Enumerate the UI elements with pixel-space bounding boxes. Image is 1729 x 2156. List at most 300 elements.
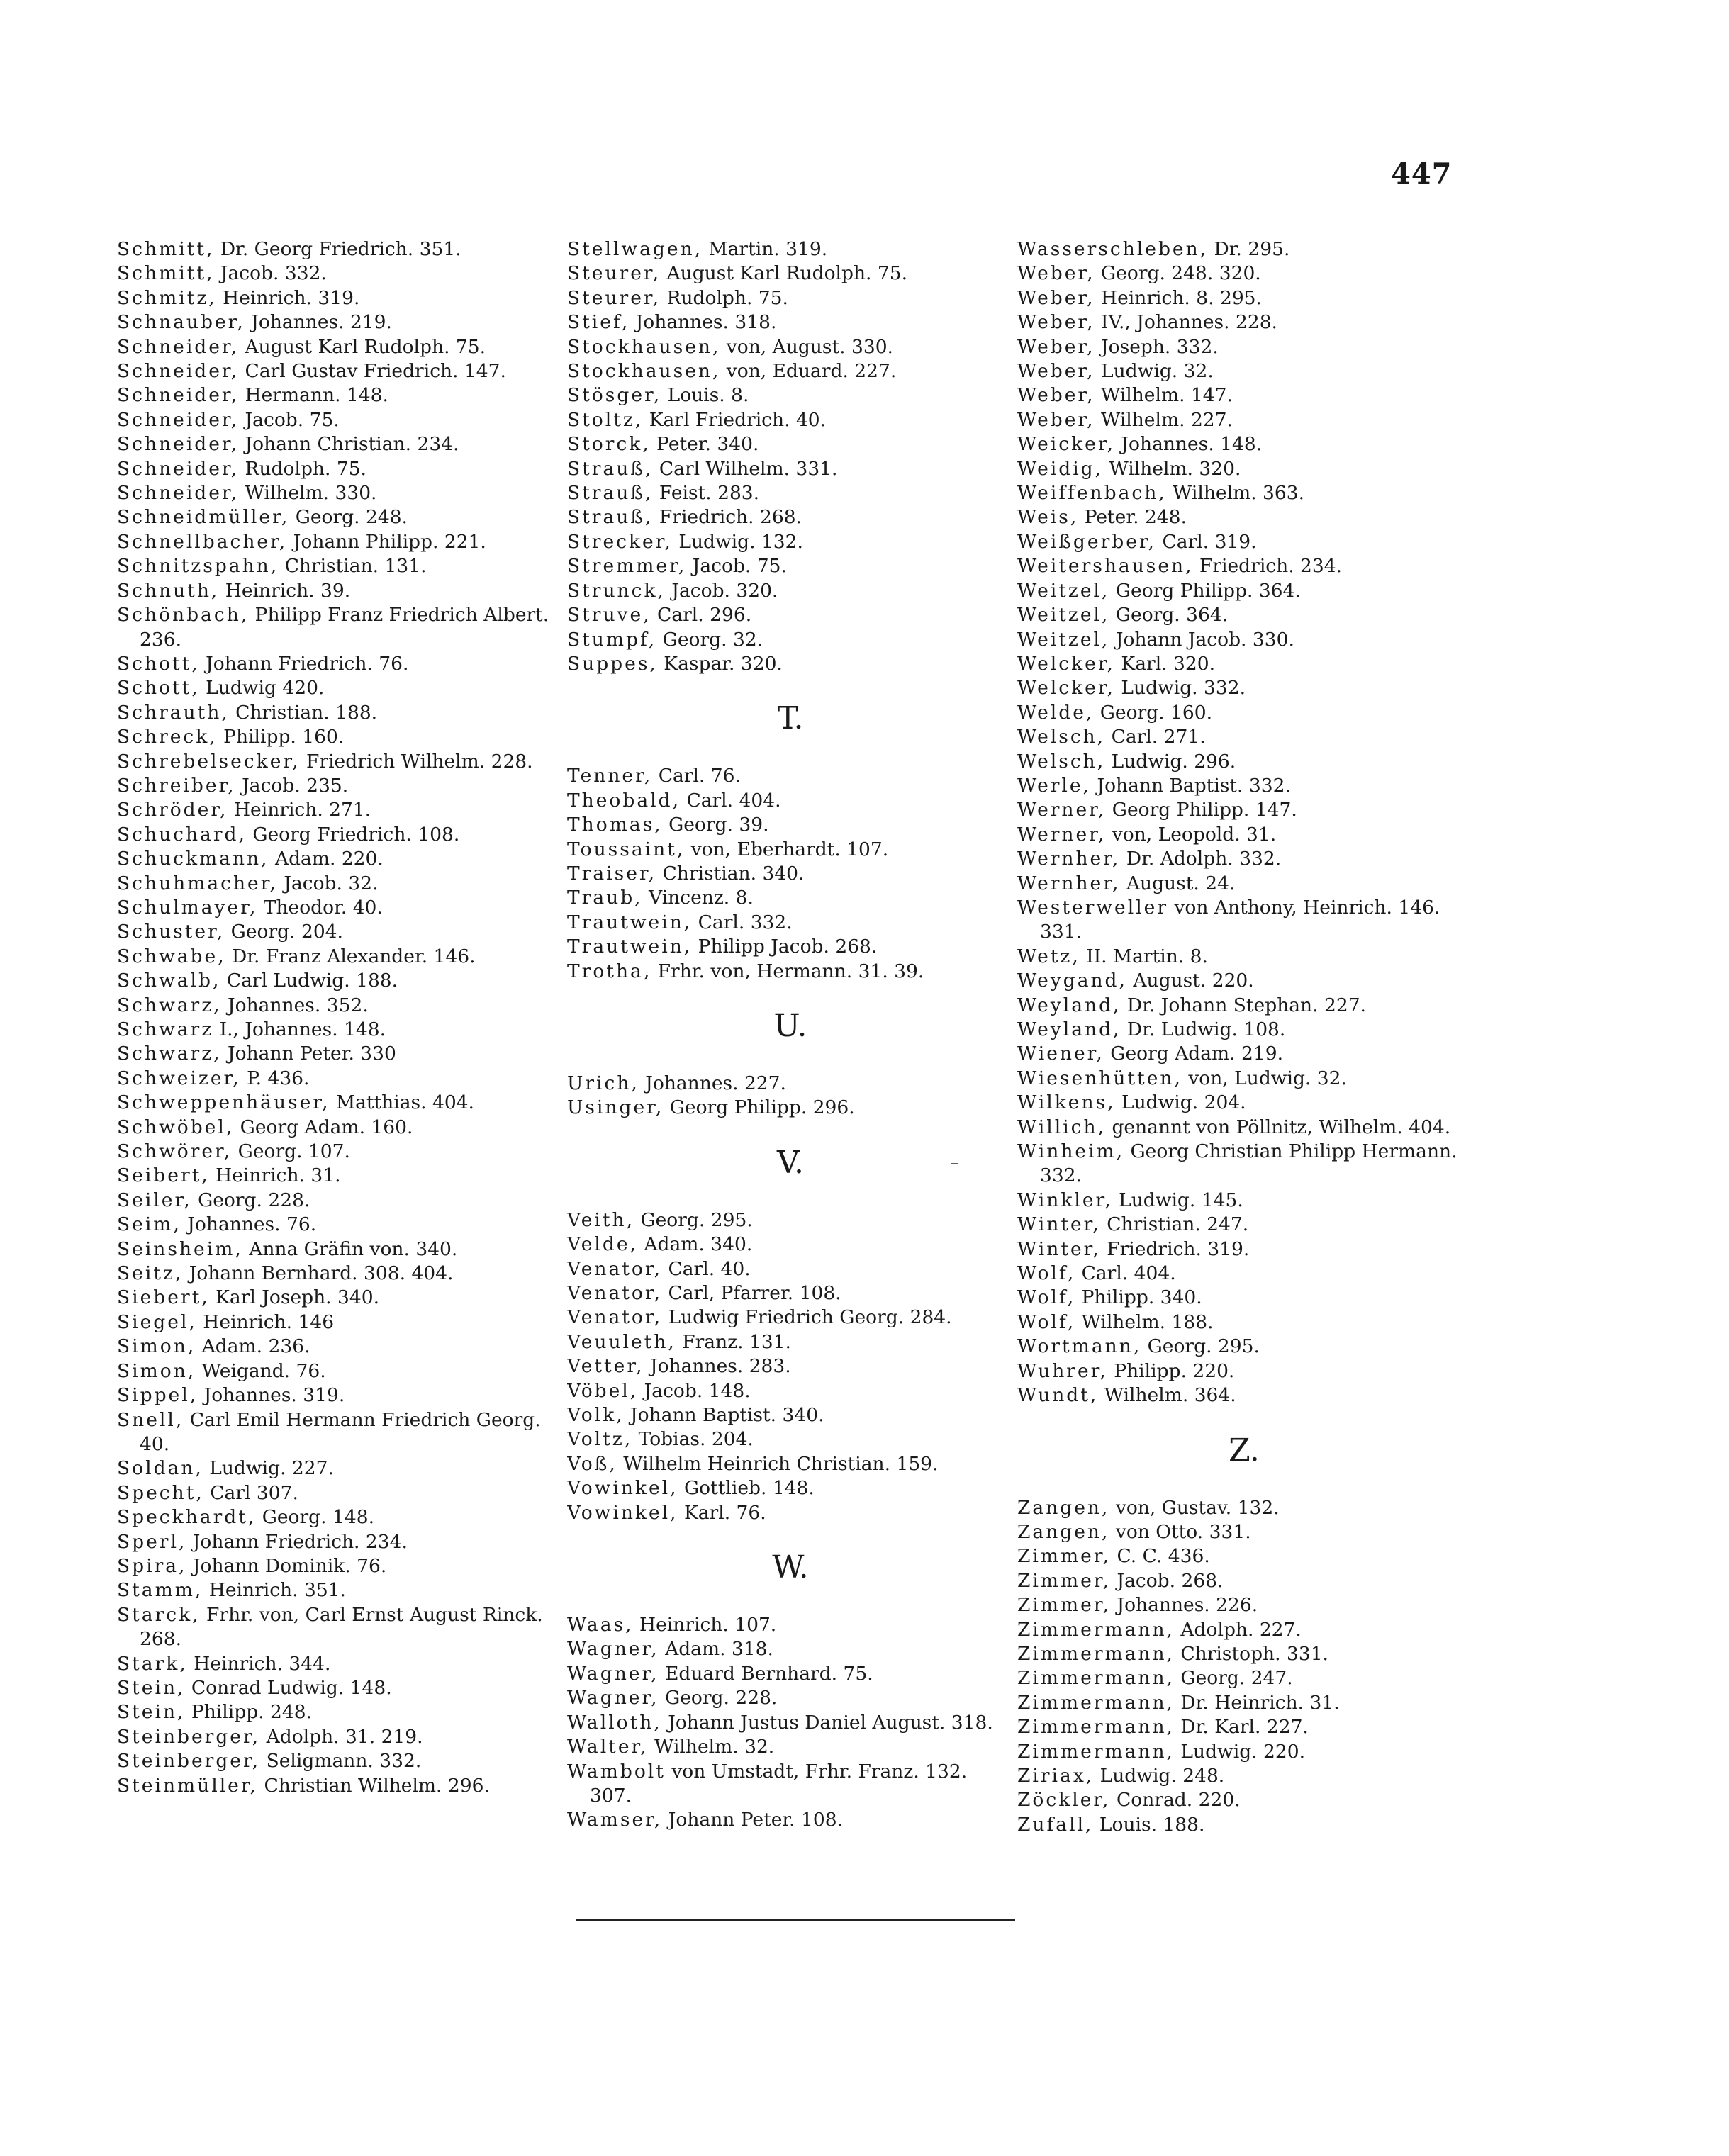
index-entry [567,505,1014,529]
index-entry [117,1725,551,1749]
index-entry [117,1749,551,1773]
entry-surname: Schulmayer, [117,896,258,919]
entry-details: Georg. 228. [191,1189,310,1211]
entry-details: Jacob. 320. [665,579,778,602]
index-entry [1017,1593,1471,1617]
index-entry [1017,1262,1471,1286]
entry-surname: Weitzel, [1017,604,1110,627]
index-entry [1017,628,1471,652]
entry-surname: Steinberger, [117,1750,261,1773]
index-entry [567,1281,1014,1306]
entry-surname: Schwöbel, [117,1116,235,1138]
entry-details: von, Gustav. 132. [1109,1496,1280,1519]
entry-surname: Siegel, [117,1310,197,1333]
entry-surname: Spira, [117,1554,187,1577]
index-entry [1017,1788,1471,1812]
index-entry [567,789,1014,813]
page-number: 447 [1391,157,1453,191]
entry-details: Ludwig Friedrich Georg. 284. [662,1306,952,1329]
entry-surname: Wagner, [567,1662,659,1685]
entry-surname: Stockhausen, [567,360,721,383]
index-entry [1017,994,1471,1018]
index-entry [117,603,551,652]
entry-surname: Traiser, [567,862,657,885]
entry-details: Johann Christian. 234. [239,433,459,456]
stray-dash-mark: – [950,1152,959,1174]
entry-surname: Welde, [1017,701,1095,724]
index-entry [567,579,1014,603]
entry-details: Dr. 295. [1208,238,1290,260]
entry-surname: Weiffenbach, [1017,482,1167,505]
index-entry [1017,1286,1471,1310]
index-entry [567,935,1014,959]
entry-surname: Wernher, [1017,872,1121,894]
entry-surname: Seitz, [117,1262,184,1285]
entry-surname: Usinger, [567,1096,664,1119]
index-entry [567,1613,1014,1637]
entry-details: Frhr. von, Hermann. 31. 39. [651,960,924,982]
entry-details: Georg Philipp. 296. [664,1096,855,1119]
index-entry [117,652,551,676]
entry-details: von, August. 330. [720,335,893,358]
entry-details: Carl. 404. [681,789,781,812]
index-entry [1017,750,1471,774]
index-entry [117,1774,551,1798]
entry-details: Conrad Ludwig. 148. [185,1676,392,1699]
index-entry [567,1072,1014,1096]
entry-surname: Ziriax, [1017,1764,1095,1787]
entry-details: Louis. 8. [661,384,749,407]
index-entry [117,408,551,432]
entry-surname: Veuuleth, [567,1330,676,1353]
entry-details: Jacob. 235. [235,774,349,797]
entry-surname: Specht, [117,1481,204,1504]
index-entry [567,408,1014,432]
index-entry [1017,798,1471,822]
entry-details: genannt von Pöllnitz, Wilhelm. 404. [1106,1116,1451,1138]
entry-surname: Weidig, [1017,457,1104,480]
entry-surname: Zimmer, [1017,1569,1112,1592]
entry-surname: Wilkens, [1017,1091,1116,1114]
entry-details: Adam. 340. [637,1233,753,1256]
entry-surname: Wagner, [567,1638,659,1661]
entry-details: von, Eduard. 227. [720,360,897,383]
index-entry [117,359,551,383]
entry-details: Heinrich. 8. 295. [1095,286,1262,309]
entry-surname: Schuckmann, [117,848,269,870]
entry-surname: Steurer, [567,286,661,309]
index-entry [1017,969,1471,993]
entry-surname: Wasserschleben, [1017,238,1209,260]
entry-surname: Schönbach, [117,604,250,627]
index-entry [117,1676,551,1700]
index-entry [117,1383,551,1408]
index-section [1017,237,1471,1408]
entry-details: Matthias. 404. [330,1091,474,1114]
index-entry [117,994,551,1018]
index-entry [117,1189,551,1213]
entry-surname: Zimmermann, [1017,1740,1175,1763]
entry-details: Wilhelm. 227. [1095,408,1233,431]
entry-surname: Thomas, [567,814,663,836]
index-entry [567,1735,1014,1759]
entry-surname: Strunck, [567,579,666,602]
index-entry [117,383,551,408]
index-entry [117,701,551,725]
entry-details: Franz. 131. [676,1330,791,1353]
index-entry [1017,1764,1471,1788]
entry-surname: Schwarz [117,1018,214,1040]
index-entry [567,1711,1014,1735]
entry-details: Karl Friedrich. 40. [643,408,827,431]
entry-details: von Anthony, Heinrich. 146. 331. [1040,896,1440,943]
entry-surname: Werner, [1017,823,1107,846]
index-entry [1017,335,1471,359]
index-entry [117,1335,551,1359]
entry-surname: Schnitzspahn, [117,555,279,578]
index-entry [1017,1496,1471,1520]
entry-surname: Wundt, [1017,1384,1099,1407]
entry-surname: Trautwein, [567,936,693,958]
index-section [567,1005,1014,1121]
entry-surname: Storck, [567,433,651,456]
entry-surname: Voß, [567,1452,617,1475]
entry-surname: Wambolt [567,1760,666,1782]
entry-surname: Weyland, [1017,994,1121,1016]
entry-surname: Toussaint, [567,838,686,860]
entry-details: Joseph. 332. [1095,335,1219,358]
entry-details: Carl Emil Hermann Friedrich Georg. 40. [140,1408,541,1455]
column-end-rule [576,1919,1015,1921]
entry-surname: Schneider, [117,408,240,431]
index-entry [1017,1310,1471,1335]
index-entry [1017,554,1471,578]
entry-surname: Zimmermann, [1017,1618,1175,1641]
entry-details: Wilhelm. 32. [648,1736,775,1758]
entry-details: Ludwig. 32. [1095,360,1214,383]
index-entry [567,764,1014,788]
entry-details: C. C. 436. [1111,1545,1210,1568]
entry-surname: Weber, [1017,360,1095,383]
entry-details: Johannes. 283. [644,1355,791,1378]
entry-details: Seligmann. 332. [260,1750,422,1773]
index-entry [117,1213,551,1237]
index-entry [1017,652,1471,676]
entry-surname: Voltz, [567,1428,633,1451]
index-entry [1017,1189,1471,1213]
index-entry [1017,359,1471,383]
entry-details: Johann Peter. 330 [221,1043,396,1065]
entry-surname: Struve, [567,604,651,627]
entry-details: Ludwig 420. [199,677,325,700]
entry-details: Christian Wilhelm. 296. [258,1774,490,1797]
index-entry [117,1359,551,1383]
entry-surname: Weber, [1017,311,1095,334]
entry-details: Georg Philipp. 364. [1109,579,1301,602]
entry-details: Johannes. 318. [630,311,777,334]
index-entry [117,1530,551,1554]
index-entry [567,1637,1014,1661]
entry-details: Adam. 236. [196,1335,310,1358]
entry-surname: Schuhmacher, [117,872,278,894]
index-entry [567,1427,1014,1452]
entry-details: Johann Baptist. 332. [1091,774,1291,797]
entry-surname: Schuster, [117,921,225,943]
index-column-3 [1017,237,1471,1837]
entry-details: von Umstadt, Frhr. Franz. 132. 307. [590,1760,968,1807]
entry-details: Conrad. 220. [1110,1789,1241,1812]
entry-details: Eduard Bernhard. 75. [659,1662,873,1685]
index-entry [117,432,551,456]
entry-surname: Schneider, [117,335,240,358]
entry-details: Georg Adam. 160. [234,1116,413,1138]
entry-details: Philipp. 160. [217,726,345,748]
index-entry [117,1042,551,1066]
index-entry [1017,1213,1471,1237]
entry-surname: Stein, [117,1701,186,1724]
index-entry [117,310,551,335]
index-entry [117,676,551,700]
entry-surname: Urich, [567,1072,639,1094]
entry-surname: Schuchard, [117,823,247,846]
entry-surname: Welsch, [1017,750,1106,773]
index-entry [117,1140,551,1164]
entry-details: Jacob. 75. [686,555,787,578]
index-column-2 [567,237,1014,1833]
index-entry [567,286,1014,310]
entry-surname: Venator, [567,1257,663,1280]
entry-surname: Steinberger, [117,1725,261,1748]
index-entry [1017,530,1471,554]
index-entry [567,335,1014,359]
entry-details: Adolph. 227. [1174,1618,1302,1641]
entry-surname: Welcker, [1017,677,1115,700]
entry-surname: Werner, [1017,799,1107,821]
entry-surname: Winkler, [1017,1189,1113,1211]
index-entry [117,1554,551,1578]
entry-details: Tobias. 204. [632,1428,754,1451]
entry-details: Wilhelm. 330. [239,482,377,505]
entry-details: IV., Johannes. 228. [1095,311,1277,334]
entry-details: Carl, Pfarrer. 108. [662,1282,841,1304]
index-entry [1017,774,1471,798]
index-entry [117,1456,551,1481]
entry-surname: Soldan, [117,1457,203,1480]
entry-surname: Schwarz, [117,994,222,1016]
index-entry [117,1652,551,1676]
index-entry [117,335,551,359]
letter-heading: U. [773,1007,807,1044]
entry-surname: Welsch, [1017,726,1106,748]
entry-details: Ludwig. 332. [1115,677,1246,700]
entry-details: Rudolph. 75. [239,457,366,480]
entry-surname: Vöbel, [567,1379,639,1402]
entry-surname: Walloth, [567,1711,662,1734]
entry-details: Wilhelm. 320. [1103,457,1241,480]
entry-details: Georg. 32. [656,628,763,651]
entry-details: Carl. 296. [651,604,752,627]
entry-surname: Stief, [567,311,630,334]
letter-heading: W. [772,1549,809,1586]
entry-surname: Traub, [567,887,643,909]
entry-surname: Velde, [567,1233,638,1256]
index-entry [1017,1140,1471,1189]
entry-details: Theodor. 40. [257,896,383,919]
entry-surname: Vowinkel, [567,1501,678,1524]
index-entry [1017,1642,1471,1666]
index-entry [1017,310,1471,335]
entry-details: Christoph. 331. [1174,1642,1328,1665]
index-entry [567,862,1014,886]
entry-surname: Zimmer, [1017,1594,1112,1617]
index-entry [567,628,1014,652]
index-entry [567,530,1014,554]
index-entry [117,750,551,774]
letter-heading: T. [777,700,804,737]
index-entry [1017,457,1471,481]
index-entry [1017,1359,1471,1383]
entry-details: Johann Philipp. 221. [287,530,486,553]
entry-details: Carl 307. [203,1481,298,1504]
index-entry [567,652,1014,676]
index-entry [117,1408,551,1457]
index-entry [1017,1813,1471,1837]
entry-surname: Zangen, [1017,1496,1110,1519]
entry-details: Johannes. 76. [181,1213,317,1236]
index-entry [117,872,551,896]
entry-details: Ludwig. 296. [1105,750,1236,773]
entry-surname: Stellwagen, [567,238,703,260]
index-entry [567,383,1014,408]
entry-surname: Schneider, [117,482,240,505]
entry-surname: Weicker, [1017,433,1115,456]
entry-details: Adam. 220. [269,848,384,870]
entry-surname: Schröder, [117,799,228,821]
index-entry [1017,1018,1471,1042]
index-entry [567,237,1014,262]
index-entry [567,1686,1014,1710]
entry-details: Dr. Adolph. 332. [1120,848,1282,870]
index-entry [567,1306,1014,1330]
index-entry [1017,1740,1471,1764]
entry-details: Friedrich. 268. [653,506,802,529]
index-entry [117,920,551,944]
entry-details: von, Ludwig. 32. [1182,1067,1347,1089]
index-entry [1017,1237,1471,1262]
entry-details: Johannes. 227. [639,1072,786,1094]
entry-surname: Stremmer, [567,555,687,578]
entry-details: Karl Joseph. 340. [209,1286,380,1309]
entry-details: Dr. Heinrich. 31. [1174,1691,1340,1714]
entry-surname: Winter, [1017,1213,1101,1236]
entry-details: Heinrich. 344. [187,1652,331,1675]
index-entry [117,1116,551,1140]
entry-details: Weigand. 76. [196,1359,326,1382]
entry-surname: Zangen, [1017,1520,1110,1543]
index-entry [567,262,1014,286]
index-entry [567,1354,1014,1379]
entry-details: Johann Bernhard. 308. 404. [183,1262,454,1285]
entry-surname: Walter, [567,1736,649,1758]
index-entry [567,1808,1014,1832]
entry-surname: Siebert, [117,1286,210,1309]
entry-details: Heinrich. 271. [228,799,371,821]
entry-details: Heinrich. 107. [633,1614,777,1636]
index-entry [567,1379,1014,1403]
entry-surname: Schott, [117,652,200,675]
entry-details: von, Leopold. 31. [1106,823,1277,846]
index-entry [567,1662,1014,1686]
entry-surname: Schwabe, [117,945,226,967]
entry-surname: Trautwein, [567,911,693,933]
entry-details: Johann Friedrich. 234. [186,1530,408,1553]
index-entry [117,1237,551,1262]
index-entry [1017,701,1471,725]
entry-details: August. 220. [1126,970,1254,992]
entry-details: Christian. 340. [656,862,805,885]
index-entry [567,1501,1014,1525]
entry-details: Carl. 404. [1075,1262,1176,1285]
entry-surname: Weygand, [1017,970,1127,992]
entry-details: Feist. 283. [653,482,760,505]
entry-details: Peter. 248. [1078,506,1187,529]
entry-surname: Tenner, [567,765,653,787]
index-entry [1017,603,1471,627]
index-entry [567,1257,1014,1281]
entry-details: Dr. Franz Alexander. 146. [225,945,476,967]
index-entry [567,1476,1014,1500]
entry-details: Georg. 247. [1174,1667,1293,1690]
entry-surname: Theobald, [567,789,681,812]
entry-surname: Weis, [1017,506,1079,529]
entry-details: Johannes. 226. [1111,1594,1258,1617]
entry-details: Philipp Jacob. 268. [692,936,878,958]
entry-details: Wilhelm. 363. [1166,482,1305,505]
index-entry [117,1091,551,1115]
index-column-1 [117,237,551,1798]
entry-surname: Stark, [117,1652,188,1675]
index-entry [1017,383,1471,408]
entry-surname: Wolf, [1017,1286,1076,1309]
index-entry [117,554,551,578]
entry-surname: Stamm, [117,1579,203,1602]
index-entry [1017,1691,1471,1715]
index-entry [1017,1116,1471,1140]
entry-details: Louis. 188. [1093,1813,1205,1836]
entry-surname: Schweizer, [117,1067,241,1089]
entry-surname: Venator, [567,1306,663,1329]
index-entry [1017,481,1471,505]
index-entry [117,481,551,505]
entry-surname: Schweppenhäuser, [117,1091,330,1114]
letter-heading: V. [776,1144,805,1181]
index-entry [117,505,551,529]
entry-surname: Wiesenhütten, [1017,1067,1182,1089]
entry-details: Carl. 271. [1105,726,1206,748]
entry-details: Friedrich. 234. [1193,555,1343,578]
index-entry [567,1452,1014,1476]
entry-details: Ludwig. 204. [1115,1091,1246,1114]
entry-details: Johann Jacob. 330. [1109,628,1294,651]
entry-surname: Weitershausen, [1017,555,1194,578]
entry-surname: Werle, [1017,774,1092,797]
index-entry [117,579,551,603]
index-entry [117,1164,551,1188]
entry-surname: Wernher, [1017,848,1121,870]
entry-details: Philipp. 220. [1107,1359,1235,1382]
index-entry [1017,1091,1471,1115]
entry-details: August Karl Rudolph. 75. [661,262,908,285]
